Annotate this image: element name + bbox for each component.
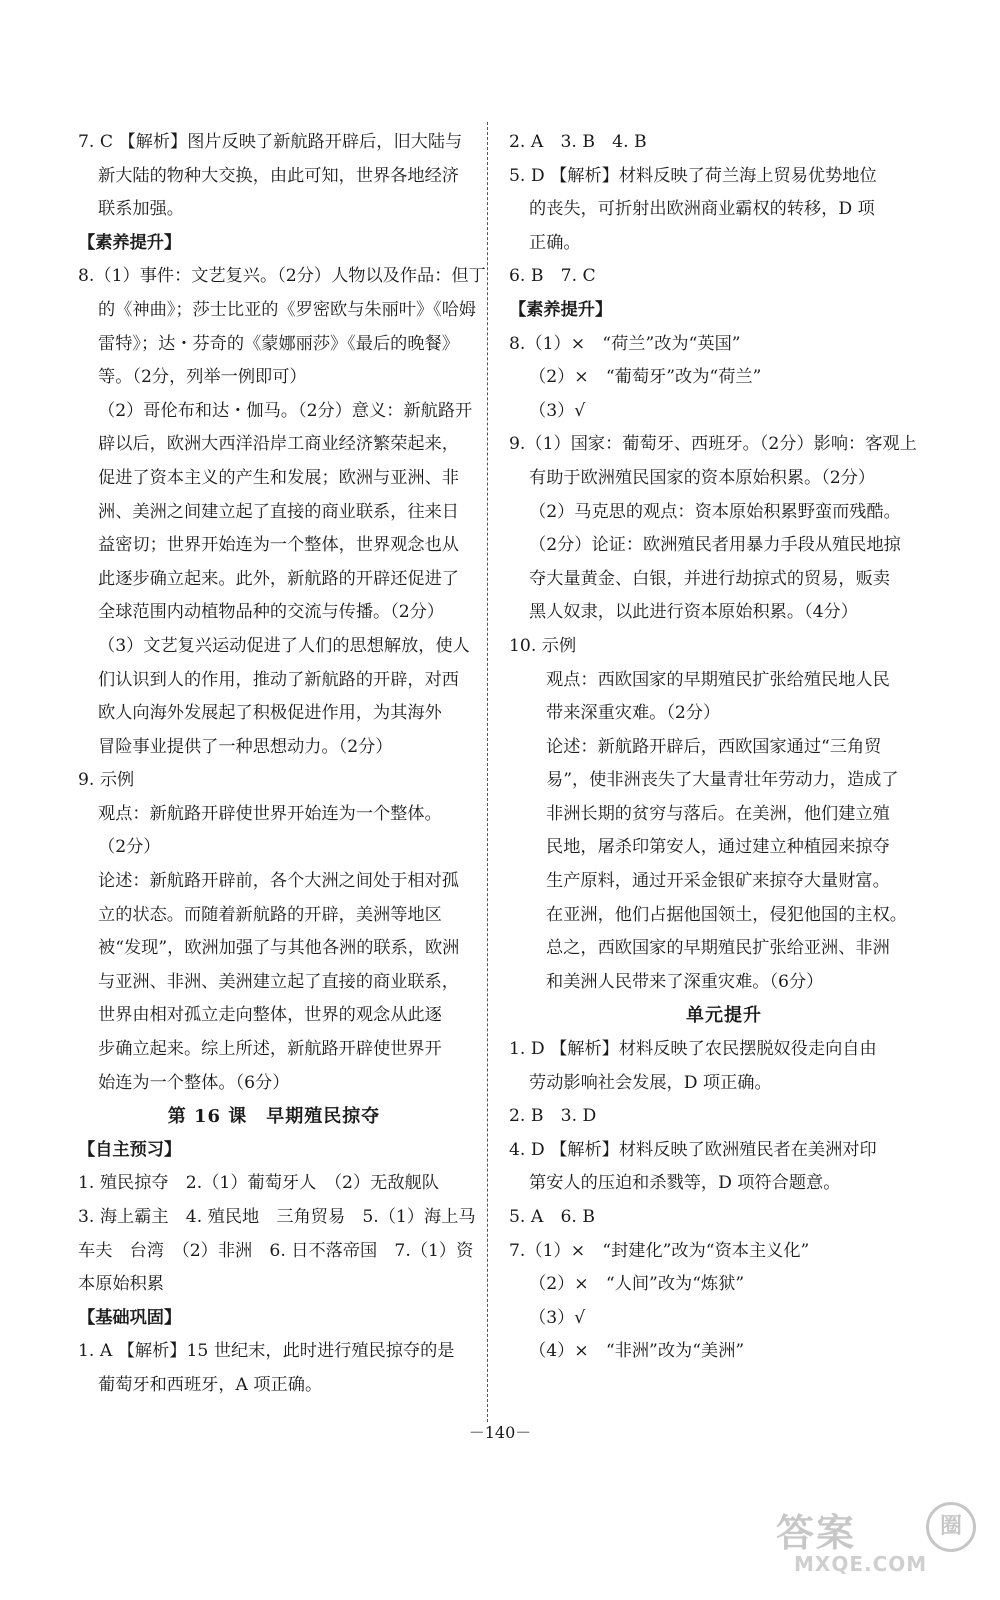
text-line: （2）× “葡萄牙”改为“荷兰”	[529, 367, 762, 388]
text-line: 5. A 6. B	[509, 1207, 595, 1227]
text-line: 此逐步确立起来。此外，新航路的开辟还促进了	[98, 568, 459, 589]
text-line: 车夫 台湾 （2）非洲 6. 日不落帝国 7.（1）资	[78, 1240, 474, 1261]
text-line: 观点：新航路开辟使世界开始连为一个整体。	[98, 803, 442, 824]
text-line: 洲、美洲之间建立起了直接的商业联系，往来日	[98, 501, 459, 522]
text-line: 9.（1）国家：葡萄牙、西班牙。（2分）影响：客观上	[509, 434, 917, 455]
text-line: 非洲长期的贫穷与落后。在美洲，他们建立殖	[546, 803, 890, 824]
text-line: （3）√	[529, 400, 586, 421]
text-line: 总之，西欧国家的早期殖民扩张给亚洲、非洲	[546, 938, 890, 959]
section-heading: 【基础巩固】	[78, 1307, 182, 1328]
text-line: 欧人向海外发展起了积极促进作用，为其海外	[98, 703, 442, 724]
section-title: 第 16 课 早期殖民掠夺	[167, 1106, 381, 1128]
text-line: 2. B 3. D	[509, 1106, 597, 1127]
watermark-text: 答案	[776, 1511, 857, 1555]
watermark-logo	[776, 1502, 976, 1580]
text-line: 冒险事业提供了一种思想动力。（2分）	[98, 736, 393, 757]
text-line: 7. C 【解析】图片反映了新航路开辟后，旧大陆与	[78, 132, 463, 152]
text-line: 新大陆的物种大交换，由此可知，世界各地经济	[98, 165, 459, 186]
page-number: －140－	[468, 1423, 532, 1442]
text-line: 第安人的压迫和杀戮等，D 项符合题意。	[529, 1173, 841, 1194]
text-line: 雷特》；达・芬奇的《蒙娜丽莎》《最后的晚餐》	[98, 333, 459, 354]
section-title: 单元提升	[686, 1005, 762, 1027]
text-line: 有助于欧洲殖民国家的资本原始积累。（2分）	[529, 467, 876, 488]
text-line: 黑人奴隶，以此进行资本原始积累。（4分）	[529, 602, 858, 623]
text-line: 正确。	[529, 232, 581, 253]
text-line: 始连为一个整体。（6分）	[98, 1072, 290, 1093]
text-line: 4. D 【解析】材料反映了欧洲殖民者在美洲对印	[509, 1139, 877, 1160]
text-line: 论述：新航路开辟后，西欧国家通过“三角贸	[546, 736, 882, 757]
section-heading: 【素养提升】	[509, 299, 613, 320]
right-column	[509, 126, 939, 1369]
text-line: 10. 示例	[509, 635, 577, 656]
text-line: （2分）论证：欧洲殖民者用暴力手段从殖民地掠	[529, 535, 901, 556]
text-line: 的《神曲》；莎士比亚的《罗密欧与朱丽叶》《哈姆	[98, 299, 477, 320]
watermark-seal-icon: 圈	[926, 1502, 976, 1552]
text-line: 在亚洲，他们占据他国领土，侵犯他国的主权。	[546, 904, 907, 925]
text-line: 3. 海上霸主 4. 殖民地 三角贸易 5.（1）海上马	[78, 1207, 476, 1227]
column-divider	[487, 122, 488, 1422]
text-line: 本原始积累	[78, 1274, 164, 1295]
text-line: 世界由相对孤立走向整体，世界的观念从此逐	[98, 1005, 442, 1026]
text-line: 9. 示例	[78, 770, 135, 791]
text-line: 和美洲人民带来了深重灾难。（6分）	[546, 971, 824, 992]
text-line: 立的状态。而随着新航路的开辟，美洲等地区	[98, 904, 442, 925]
text-line: 8.（1）× “荷兰”改为“英国”	[509, 333, 741, 354]
text-line: 5. D 【解析】材料反映了荷兰海上贸易优势地位	[509, 165, 877, 186]
text-line: （2）马克思的观点：资本原始积累野蛮而残酷。	[529, 501, 901, 522]
text-line: 联系加强。	[98, 199, 184, 220]
text-line: 与亚洲、非洲、美洲建立起了直接的商业联系，	[98, 971, 459, 992]
text-line: 民地，屠杀印第安人，通过建立种植园来掠夺	[546, 837, 890, 858]
text-line: 被“发现”，欧洲加强了与其他各洲的联系，欧洲	[98, 938, 460, 959]
text-line: （3）√	[529, 1307, 586, 1328]
text-line: （4）× “非洲”改为“美洲”	[529, 1341, 745, 1362]
text-line: 观点：西欧国家的早期殖民扩张给殖民地人民	[546, 669, 890, 690]
text-line: 葡萄牙和西班牙，A 项正确。	[98, 1374, 323, 1395]
text-line: （2）哥伦布和达・伽马。（2分）意义：新航路开	[98, 400, 473, 421]
text-line: （2）× “人间”改为“炼狱”	[529, 1274, 745, 1295]
text-line: 7.（1）× “封建化”改为“资本主义化”	[509, 1240, 810, 1261]
section-heading: 【自主预习】	[78, 1139, 182, 1160]
text-line: 夺大量黄金、白银，并进行劫掠式的贸易，贩卖	[529, 568, 890, 589]
text-line: 1. A 【解析】15 世纪末，此时进行殖民掠夺的是	[78, 1341, 455, 1362]
text-line: 8.（1）事件：文艺复兴。（2分）人物以及作品：但丁	[78, 266, 486, 287]
text-line: （2分）	[98, 837, 161, 858]
text-line: 的丧失，可折射出欧洲商业霸权的转移，D 项	[529, 199, 875, 220]
text-line: 们认识到人的作用，推动了新航路的开辟，对西	[98, 669, 459, 690]
text-line: 2. A 3. B 4. B	[509, 132, 647, 152]
text-line: 1. D 【解析】材料反映了农民摆脱奴役走向自由	[509, 1039, 877, 1060]
text-line: 全球范围内动植物品种的交流与传播。（2分）	[98, 602, 445, 623]
text-line: 劳动影响社会发展，D 项正确。	[529, 1072, 772, 1093]
text-line: 步确立起来。综上所述，新航路开辟使世界开	[98, 1039, 442, 1060]
text-line: 1. 殖民掠夺 2.（1）葡萄牙人 （2）无敌舰队	[78, 1173, 439, 1194]
section-heading: 【素养提升】	[78, 232, 182, 253]
text-line: 生产原料，通过开采金银矿来掠夺大量财富。	[546, 871, 890, 892]
text-line: 6. B 7. C	[509, 266, 596, 287]
text-line: 益密切；世界开始连为一个整体，世界观念也从	[98, 535, 459, 556]
text-line: 等。（2分，列举一例即可）	[98, 367, 307, 388]
text-line: 辟以后，欧洲大西洋沿岸工商业经济繁荣起来，	[98, 434, 459, 455]
text-line: 论述：新航路开辟前，各个大洲之间处于相对孤	[98, 871, 459, 892]
text-line: （3）文艺复兴运动促进了人们的思想解放，使人	[98, 635, 470, 656]
text-line: 易”，使非洲丧失了大量青壮年劳动力，造成了	[546, 770, 899, 791]
text-line: 带来深重灾难。（2分）	[546, 703, 721, 724]
watermark-url: MXQE.COM	[794, 1552, 928, 1576]
text-line: 促进了资本主义的产生和发展；欧洲与亚洲、非	[98, 467, 459, 488]
left-column	[78, 126, 486, 1403]
